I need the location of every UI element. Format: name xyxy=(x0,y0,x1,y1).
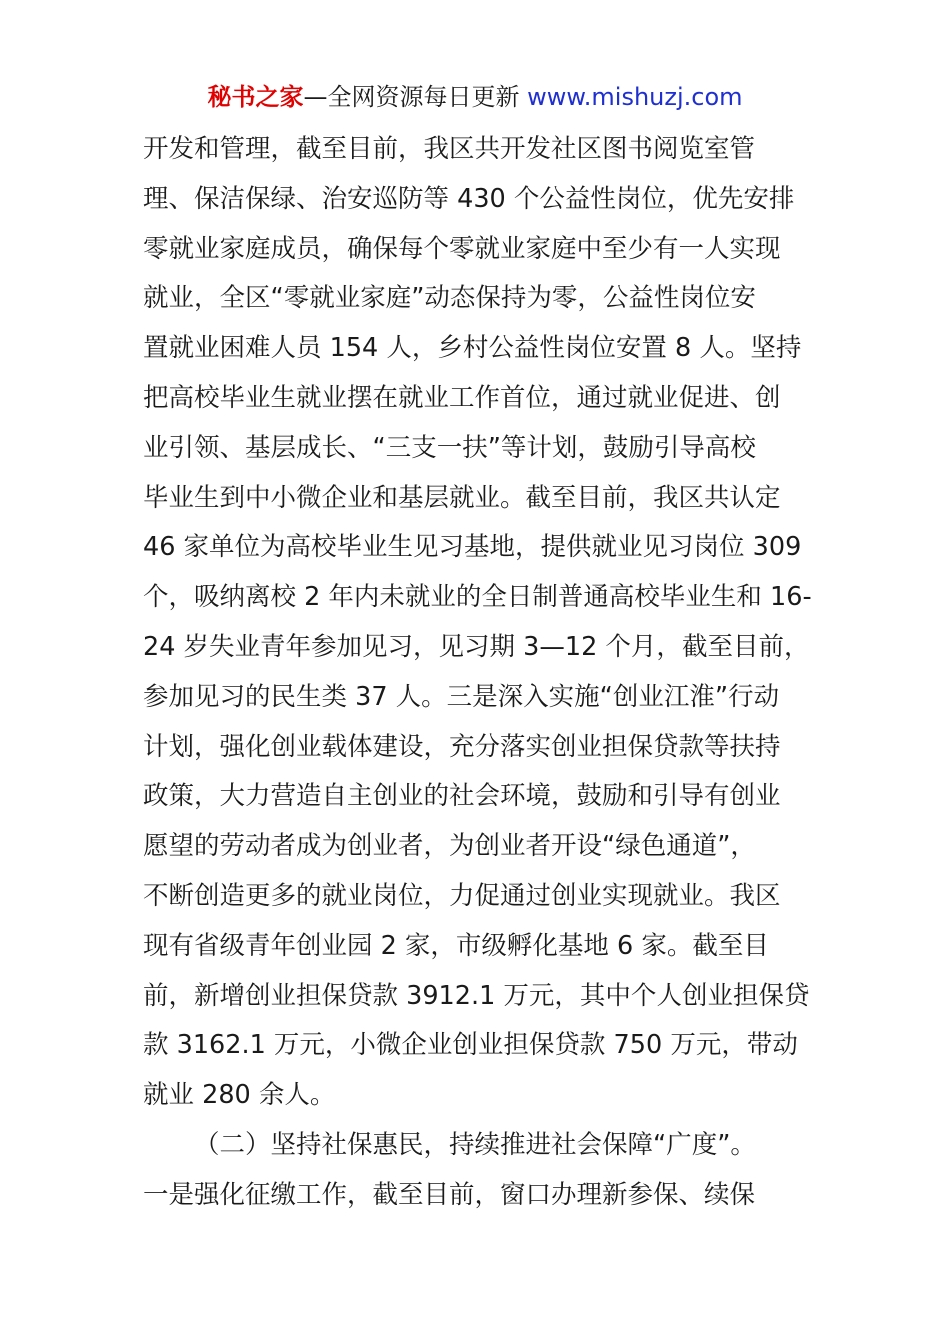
text-line: 业引领、基层成长、“三支一扶”等计划，鼓励引导高校 xyxy=(143,432,756,463)
text-line: 前，新增创业担保贷款 3912.1 万元，其中个人创业担保贷 xyxy=(143,980,810,1011)
site-tagline: 全网资源每日更新 xyxy=(327,83,520,111)
text-line: 把高校毕业生就业摆在就业工作首位，通过就业促进、创 xyxy=(143,382,781,413)
site-brand: 秘书之家 xyxy=(207,83,304,111)
text-line: 就业 280 余人。 xyxy=(143,1080,336,1111)
text-line: 一是强化征缴工作，截至目前，窗口办理新参保、续保 xyxy=(143,1179,756,1210)
text-line: 计划，强化创业载体建设，充分落实创业担保贷款等扶持 xyxy=(143,731,781,762)
text-line: 愿望的劳动者成为创业者，为创业者开设“绿色通道”， xyxy=(143,831,756,862)
text-line: 就业，全区“零就业家庭”动态保持为零，公益性岗位安 xyxy=(143,283,756,314)
text-line: 置就业困难人员 154 人，乡村公益性岗位安置 8 人。坚持 xyxy=(143,333,802,364)
text-line: 46 家单位为高校毕业生见习基地，提供就业见习岗位 309 xyxy=(143,532,802,563)
header-dash: — xyxy=(303,83,328,111)
text-line: 个，吸纳离校 2 年内未就业的全日制普通高校毕业生和 16- xyxy=(143,582,812,613)
text-line: 政策，大力营造自主创业的社会环境，鼓励和引导有创业 xyxy=(143,781,781,812)
text-line: 理、保洁保绿、治安巡防等 430 个公益性岗位，优先安排 xyxy=(143,183,795,214)
text-line: 24 岁失业青年参加见习，见习期 3—12 个月，截至目前， xyxy=(143,631,810,662)
text-line: 零就业家庭成员，确保每个零就业家庭中至少有一人实现 xyxy=(143,233,781,264)
text-line: 不断创造更多的就业岗位，力促通过创业实现就业。我区 xyxy=(143,880,781,911)
text-line: 参加见习的民生类 37 人。三是深入实施“创业江淮”行动 xyxy=(143,681,780,712)
text-line: 开发和管理，截至目前，我区共开发社区图书阅览室管 xyxy=(143,134,756,164)
text-line: 款 3162.1 万元，小微企业创业担保贷款 750 万元，带动 xyxy=(143,1030,798,1061)
section-heading: （二）坚持社保惠民，持续推进社会保障“广度”。 xyxy=(194,1129,756,1160)
text-line: 毕业生到中小微企业和基层就业。截至目前，我区共认定 xyxy=(143,482,781,513)
site-url-link[interactable]: www.mishuzj.com xyxy=(527,83,743,111)
site-header xyxy=(0,80,950,114)
text-line: 现有省级青年创业园 2 家，市级孵化基地 6 家。截至目 xyxy=(143,930,769,961)
document-body xyxy=(143,125,813,1221)
